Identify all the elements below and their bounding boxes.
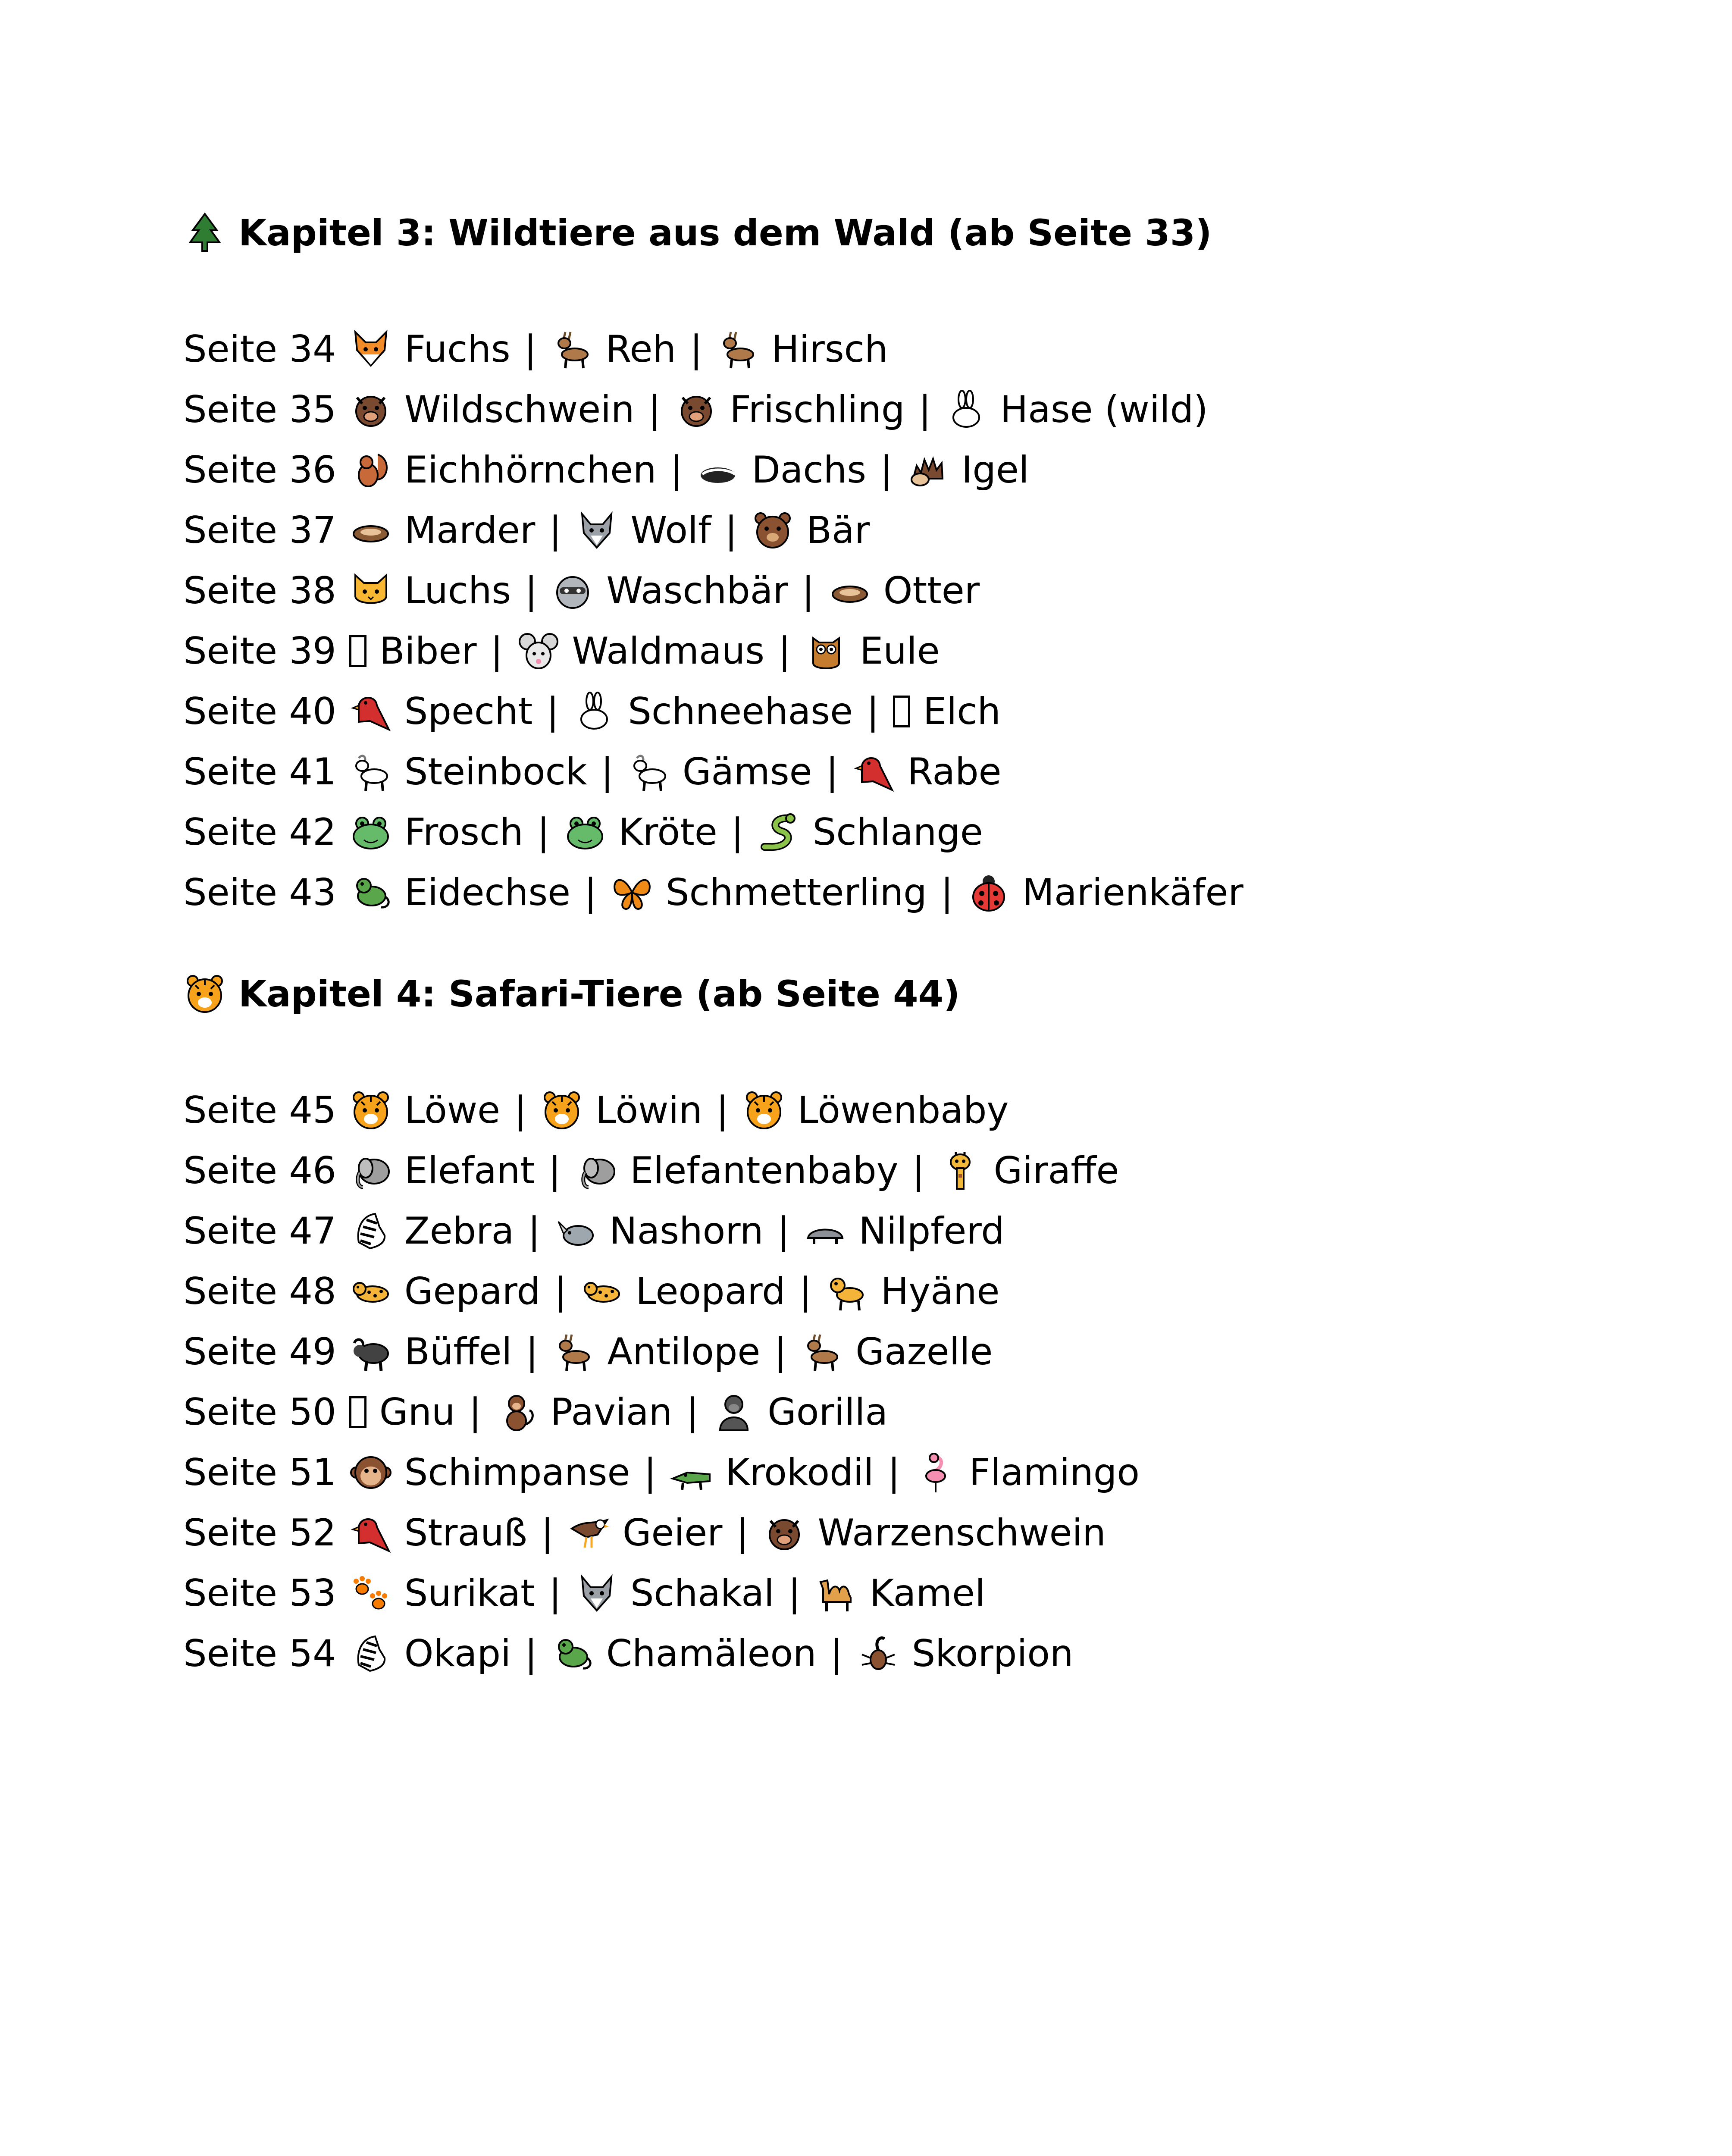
goat-icon	[349, 750, 392, 793]
page-row	[183, 802, 1606, 862]
separator: |	[940, 871, 953, 914]
separator: |	[788, 1572, 801, 1615]
page-row	[183, 621, 1606, 681]
animal-name: Krokodil	[725, 1451, 874, 1494]
animal-entry	[857, 1623, 1074, 1684]
page-row	[183, 1382, 1606, 1442]
animal-entry	[551, 319, 676, 379]
monkey-icon	[495, 1391, 538, 1434]
zebra-icon	[349, 1632, 392, 1675]
page-row	[183, 1141, 1606, 1201]
animal-entry	[575, 500, 711, 561]
animal-name: Giraffe	[993, 1149, 1119, 1192]
animal-entry	[554, 1201, 763, 1261]
animal-name: Wolf	[630, 509, 711, 552]
animal-name: Gnu	[379, 1391, 455, 1434]
animal-entry	[967, 862, 1243, 923]
animal-entry	[893, 681, 1001, 742]
animal-entry	[575, 1563, 774, 1623]
animal-entry	[349, 561, 511, 621]
animal-name: Antilope	[607, 1330, 761, 1373]
animal-name: Surikat	[404, 1572, 535, 1615]
animal-entry	[914, 1442, 1140, 1503]
page-row	[183, 319, 1606, 379]
animal-entry	[349, 1442, 630, 1503]
animal-entry	[552, 1322, 760, 1382]
animal-name: Geier	[622, 1511, 723, 1554]
animal-name: Löwenbaby	[797, 1089, 1009, 1132]
page-number-label: Seite 41	[183, 750, 336, 793]
animal-name: Fuchs	[404, 328, 511, 371]
eagle-icon	[567, 1511, 611, 1554]
deer-icon	[552, 1330, 595, 1373]
otter-icon	[349, 509, 392, 552]
page-row	[183, 1503, 1606, 1563]
lizard-icon	[349, 871, 392, 914]
wolf-icon	[575, 1572, 618, 1615]
deer-icon	[716, 328, 759, 371]
page-row	[183, 1261, 1606, 1322]
hippo-icon	[804, 1210, 847, 1253]
bird-icon	[349, 1511, 392, 1554]
animal-name: Schimpanse	[404, 1451, 630, 1494]
animal-entry	[751, 500, 870, 561]
page-number-label: Seite 35	[183, 388, 336, 431]
separator: |	[736, 1511, 749, 1554]
animal-name: Frischling	[730, 388, 905, 431]
animal-name: Igel	[962, 448, 1029, 492]
animal-name: Dachs	[752, 448, 867, 492]
page-number-label: Seite 38	[183, 569, 336, 612]
missing-glyph-icon	[349, 635, 366, 667]
page-row	[183, 500, 1606, 561]
separator: |	[526, 1330, 539, 1373]
animal-name: Pavian	[550, 1391, 673, 1434]
animal-name: Eichhörnchen	[404, 448, 657, 492]
animal-entry	[349, 1261, 540, 1322]
zebra-icon	[349, 1210, 392, 1253]
animal-entry	[939, 1141, 1119, 1201]
separator: |	[880, 448, 893, 492]
animal-name: Gorilla	[767, 1391, 888, 1434]
animal-name: Kamel	[869, 1572, 985, 1615]
animal-name: Elch	[923, 690, 1001, 733]
animal-entry	[828, 561, 980, 621]
page-number-label: Seite 37	[183, 509, 336, 552]
animal-entry	[349, 802, 523, 862]
lizard-icon	[551, 1632, 594, 1675]
page-row	[183, 379, 1606, 440]
boar-icon	[675, 388, 718, 431]
animal-name: Luchs	[404, 569, 511, 612]
animal-name: Marder	[404, 509, 536, 552]
chapter-section	[183, 207, 1606, 923]
separator: |	[546, 690, 559, 733]
animal-entry	[611, 862, 927, 923]
page-row	[183, 1080, 1606, 1141]
animal-name: Marienkäfer	[1022, 871, 1243, 914]
animal-name: Hyäne	[880, 1270, 1000, 1313]
separator: |	[731, 811, 744, 854]
animal-entry	[349, 742, 587, 802]
animal-entry	[675, 379, 905, 440]
animal-name: Hase (wild)	[1000, 388, 1208, 431]
snake-icon	[758, 811, 801, 854]
page-number-label: Seite 47	[183, 1210, 336, 1253]
page-row	[183, 1442, 1606, 1503]
page-row	[183, 440, 1606, 500]
animal-name: Schmetterling	[666, 871, 927, 914]
separator: |	[525, 569, 538, 612]
animal-name: Waschbär	[606, 569, 788, 612]
badger-icon	[696, 448, 739, 492]
animal-name: Biber	[379, 630, 477, 673]
butterfly-icon	[611, 871, 654, 914]
leopard-icon	[349, 1270, 392, 1313]
animal-name: Nashorn	[609, 1210, 764, 1253]
separator: |	[799, 1270, 812, 1313]
animal-name: Chamäleon	[606, 1632, 817, 1675]
deer-icon	[551, 328, 594, 371]
bird-icon	[852, 750, 896, 793]
animal-name: Hirsch	[771, 328, 888, 371]
animal-name: Eule	[860, 630, 940, 673]
animal-entry	[800, 1322, 993, 1382]
owl-icon	[805, 630, 848, 673]
animal-entry	[349, 1322, 512, 1382]
animal-name: Bär	[806, 509, 870, 552]
animal-name: Otter	[883, 569, 980, 612]
page-number-label: Seite 50	[183, 1391, 336, 1434]
animal-entry	[349, 1201, 514, 1261]
page-row	[183, 1563, 1606, 1623]
separator: |	[524, 1632, 537, 1675]
separator: |	[867, 690, 880, 733]
separator: |	[830, 1632, 843, 1675]
crocodile-icon	[670, 1451, 713, 1494]
animal-entry	[575, 1141, 899, 1201]
fox-icon	[349, 328, 392, 371]
animal-name: Reh	[605, 328, 676, 371]
animal-entry	[349, 862, 570, 923]
separator: |	[802, 569, 814, 612]
animal-entry	[805, 621, 940, 681]
page-number-label: Seite 49	[183, 1330, 336, 1373]
page-number-label: Seite 34	[183, 328, 336, 371]
boar-icon	[763, 1511, 806, 1554]
animal-entry	[627, 742, 812, 802]
animal-entry	[804, 1201, 1005, 1261]
separator: |	[725, 509, 738, 552]
animal-name: Flamingo	[969, 1451, 1140, 1494]
separator: |	[548, 1149, 561, 1192]
separator: |	[541, 1511, 554, 1554]
separator: |	[887, 1451, 900, 1494]
scorpion-icon	[857, 1632, 900, 1675]
tiger-face-icon	[349, 1089, 392, 1132]
squirrel-icon	[349, 448, 392, 492]
animal-entry	[670, 1442, 874, 1503]
animal-entry	[349, 1623, 511, 1684]
page-row	[183, 742, 1606, 802]
separator: |	[686, 1391, 699, 1434]
animal-entry	[495, 1382, 672, 1442]
gorilla-icon	[712, 1391, 755, 1434]
separator: |	[716, 1089, 729, 1132]
page-list	[183, 1080, 1606, 1684]
page-number-label: Seite 53	[183, 1572, 336, 1615]
animal-entry	[906, 440, 1029, 500]
separator: |	[648, 388, 661, 431]
page-list	[183, 319, 1606, 923]
animal-name: Schneehase	[628, 690, 853, 733]
animal-name: Löwe	[404, 1089, 501, 1132]
chapter-heading-text: Kapitel 3: Wildtiere aus dem Wald (ab Seite 33)	[238, 212, 1212, 254]
rabbit-icon	[573, 690, 616, 733]
animal-entry	[349, 319, 511, 379]
animal-name: Specht	[404, 690, 533, 733]
animal-name: Steinbock	[404, 750, 587, 793]
page-number-label: Seite 52	[183, 1511, 336, 1554]
ladybug-icon	[967, 871, 1010, 914]
animal-name: Gämse	[682, 750, 812, 793]
animal-name: Skorpion	[911, 1632, 1074, 1675]
page-number-label: Seite 39	[183, 630, 336, 673]
bear-icon	[751, 509, 794, 552]
evergreen-tree-icon	[183, 211, 226, 254]
cat-face-icon	[349, 569, 392, 612]
animal-entry	[945, 379, 1208, 440]
animal-entry	[349, 621, 477, 681]
rabbit-icon	[945, 388, 988, 431]
animal-entry	[716, 319, 888, 379]
separator: |	[774, 1330, 787, 1373]
buffalo-icon	[349, 1330, 392, 1373]
separator: |	[537, 811, 550, 854]
animal-name: Elefant	[404, 1149, 535, 1192]
animal-name: Strauß	[404, 1511, 527, 1554]
leopard-icon	[580, 1270, 623, 1313]
rhino-icon	[554, 1210, 597, 1253]
chapter-section	[183, 968, 1606, 1684]
raccoon-icon	[551, 569, 594, 612]
animal-name: Wildschwein	[404, 388, 635, 431]
page-number-label: Seite 40	[183, 690, 336, 733]
camel-icon	[814, 1572, 858, 1615]
chapter-heading-text: Kapitel 4: Safari-Tiere (ab Seite 44)	[238, 973, 960, 1015]
separator: |	[548, 1572, 561, 1615]
elephant-icon	[575, 1149, 618, 1192]
separator: |	[826, 750, 839, 793]
separator: |	[514, 1089, 527, 1132]
page-number-label: Seite 46	[183, 1149, 336, 1192]
animal-name: Eidechse	[404, 871, 571, 914]
animal-entry	[540, 1080, 702, 1141]
animal-name: Frosch	[404, 811, 523, 854]
missing-glyph-icon	[893, 696, 910, 727]
dog-icon	[826, 1270, 869, 1313]
elephant-icon	[349, 1149, 392, 1192]
page-row	[183, 1623, 1606, 1684]
animal-entry	[742, 1080, 1009, 1141]
deer-icon	[800, 1330, 843, 1373]
animal-entry	[696, 440, 866, 500]
animal-entry	[349, 500, 536, 561]
page-row	[183, 1322, 1606, 1382]
page-number-label: Seite 45	[183, 1089, 336, 1132]
animal-name: Büffel	[404, 1330, 512, 1373]
animal-entry	[349, 1563, 535, 1623]
page-number-label: Seite 42	[183, 811, 336, 854]
animal-entry	[580, 1261, 786, 1322]
separator: |	[554, 1270, 567, 1313]
monkey-face-icon	[349, 1451, 392, 1494]
animal-entry	[349, 681, 533, 742]
tiger-face-icon	[540, 1089, 583, 1132]
separator: |	[918, 388, 931, 431]
page-row	[183, 862, 1606, 923]
separator: |	[469, 1391, 482, 1434]
animal-entry	[551, 561, 788, 621]
page-row	[183, 681, 1606, 742]
chapter-heading	[183, 968, 1606, 1020]
animal-entry	[564, 802, 717, 862]
animal-entry	[349, 1382, 455, 1442]
animal-name: Kröte	[618, 811, 717, 854]
missing-glyph-icon	[349, 1396, 366, 1428]
wolf-icon	[575, 509, 618, 552]
animal-name: Gazelle	[855, 1330, 993, 1373]
tiger-face-icon	[183, 972, 226, 1015]
frog-icon	[349, 811, 392, 854]
bird-icon	[349, 690, 392, 733]
page-number-label: Seite 36	[183, 448, 336, 492]
page-row	[183, 1201, 1606, 1261]
animal-name: Rabe	[907, 750, 1002, 793]
separator: |	[777, 1210, 790, 1253]
animal-name: Okapi	[404, 1632, 511, 1675]
frog-icon	[564, 811, 607, 854]
giraffe-icon	[939, 1149, 982, 1192]
animal-entry	[551, 1623, 817, 1684]
animal-name: Nilpferd	[858, 1210, 1005, 1253]
separator: |	[601, 750, 614, 793]
tiger-face-icon	[742, 1089, 786, 1132]
animal-name: Löwin	[595, 1089, 702, 1132]
animal-entry	[758, 802, 983, 862]
page-number-label: Seite 43	[183, 871, 336, 914]
chapter-heading	[183, 207, 1606, 259]
animal-entry	[814, 1563, 985, 1623]
animal-entry	[349, 440, 657, 500]
separator: |	[912, 1149, 925, 1192]
separator: |	[528, 1210, 541, 1253]
otter-icon	[828, 569, 871, 612]
hedgehog-icon	[906, 448, 949, 492]
separator: |	[689, 328, 702, 371]
animal-entry	[573, 681, 853, 742]
page-number-label: Seite 48	[183, 1270, 336, 1313]
animal-name: Warzenschwein	[817, 1511, 1106, 1554]
page-row	[183, 561, 1606, 621]
flamingo-icon	[914, 1451, 957, 1494]
separator: |	[524, 328, 537, 371]
page-number-label: Seite 51	[183, 1451, 336, 1494]
paw-prints-icon	[349, 1572, 392, 1615]
separator: |	[644, 1451, 657, 1494]
mouse-face-icon	[517, 630, 560, 673]
separator: |	[490, 630, 503, 673]
page-number-label: Seite 54	[183, 1632, 336, 1675]
animal-entry	[349, 1503, 527, 1563]
boar-icon	[349, 388, 392, 431]
animal-entry	[349, 1080, 500, 1141]
animal-name: Zebra	[404, 1210, 514, 1253]
animal-name: Schlange	[812, 811, 983, 854]
animal-entry	[826, 1261, 1000, 1322]
animal-entry	[712, 1382, 888, 1442]
animal-entry	[763, 1503, 1106, 1563]
animal-entry	[517, 621, 765, 681]
animal-name: Waldmaus	[572, 630, 765, 673]
animal-entry	[567, 1503, 723, 1563]
animal-entry	[349, 1141, 535, 1201]
separator: |	[670, 448, 683, 492]
separator: |	[549, 509, 562, 552]
animal-name: Gepard	[404, 1270, 541, 1313]
separator: |	[778, 630, 791, 673]
goat-icon	[627, 750, 670, 793]
animal-entry	[349, 379, 635, 440]
animal-name: Schakal	[630, 1572, 774, 1615]
animal-name: Leopard	[636, 1270, 786, 1313]
animal-entry	[852, 742, 1002, 802]
separator: |	[584, 871, 597, 914]
animal-name: Elefantenbaby	[630, 1149, 899, 1192]
